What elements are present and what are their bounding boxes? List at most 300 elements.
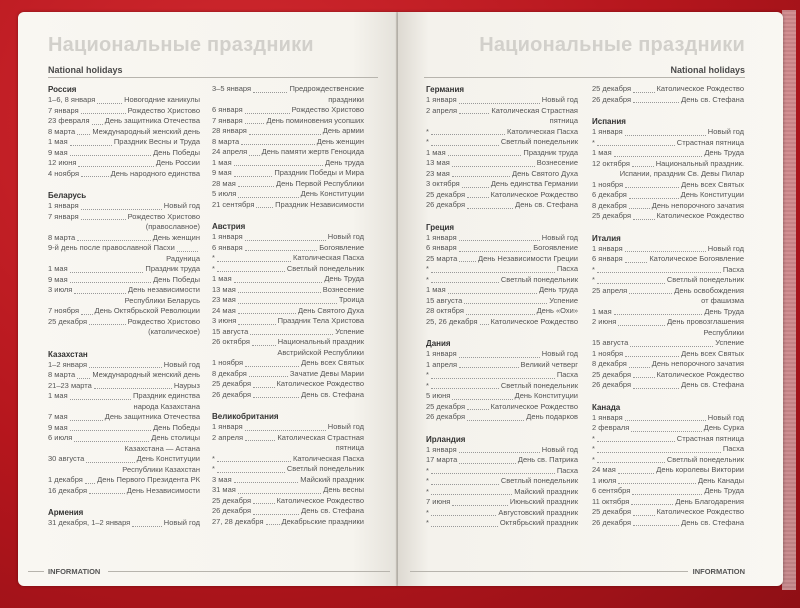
section-spacer	[426, 327, 578, 338]
holiday-name: Новый год	[327, 232, 364, 241]
holiday-entry	[592, 370, 744, 381]
holiday-entry	[426, 275, 578, 286]
section-spacer	[212, 400, 364, 411]
holiday-entry	[426, 148, 578, 159]
dot-leader	[431, 145, 499, 146]
holiday-name: День России	[155, 158, 200, 167]
holiday-name: Новый год	[707, 127, 744, 136]
holiday-entry	[48, 212, 200, 223]
holiday-name-continuation: Республики Казахстан	[122, 464, 200, 474]
holiday-date: 3 июня	[212, 316, 237, 325]
holiday-name: Национальный праздник.	[655, 158, 744, 168]
holiday-entry	[48, 518, 200, 529]
holiday-name: Католическое Рождество	[276, 495, 364, 505]
holiday-date: 21 сентября	[212, 199, 255, 209]
dot-leader	[86, 462, 134, 463]
dot-leader	[81, 219, 126, 220]
dot-leader	[597, 272, 721, 273]
section-spacer	[48, 496, 200, 507]
holiday-entry	[592, 349, 744, 360]
holiday-date: *	[592, 454, 595, 464]
holiday-date: 1 мая	[212, 274, 232, 283]
holiday-date: *	[592, 433, 595, 443]
holiday-entry	[592, 244, 744, 255]
holiday-entry	[592, 265, 744, 276]
dot-leader	[625, 251, 706, 252]
dot-leader	[629, 293, 672, 294]
holiday-date: 6 января	[426, 243, 457, 252]
holiday-entry	[426, 169, 578, 180]
holiday-entry	[426, 127, 578, 138]
holiday-entry	[212, 358, 364, 369]
holiday-entry	[48, 423, 200, 434]
holiday-entry	[426, 476, 578, 487]
holiday-name: Католическое Рождество	[656, 369, 744, 379]
holiday-name: День провозглашения	[667, 317, 744, 326]
dot-leader	[81, 113, 126, 114]
holiday-entry	[48, 454, 200, 465]
holiday-date: *	[426, 137, 429, 146]
holiday-date: 6 января	[592, 254, 623, 263]
holiday-date: 3 мая	[212, 474, 232, 484]
holiday-name: День труда	[325, 157, 364, 167]
holiday-date: 1 января	[426, 444, 457, 454]
holiday-name: Троица	[338, 295, 364, 304]
holiday-name: День защитника Отечества	[104, 116, 200, 125]
dot-leader	[625, 135, 706, 136]
holiday-date: 25 декабря	[426, 189, 466, 199]
dot-leader	[70, 155, 151, 156]
holiday-entry	[592, 444, 744, 455]
holiday-date: 26 декабря	[592, 94, 632, 104]
holiday-name: Католическая Страстная	[277, 432, 364, 442]
holiday-name: День Конституции	[300, 189, 364, 198]
holiday-date: 9 мая	[48, 147, 68, 157]
holiday-date: 1 июля	[592, 475, 617, 485]
dot-leader	[81, 209, 162, 210]
footer-rule	[410, 571, 688, 572]
dot-leader	[78, 166, 153, 167]
country-heading: Беларусь	[48, 191, 87, 200]
holiday-entry	[48, 412, 200, 423]
holiday-name: Новый год	[541, 95, 578, 104]
holiday-name: Светлый понедельник	[500, 476, 578, 485]
dot-leader	[630, 346, 713, 347]
dot-leader	[459, 452, 540, 453]
holiday-name: Светлый понедельник	[500, 137, 578, 146]
holiday-entry	[592, 476, 744, 487]
dot-leader	[70, 430, 151, 431]
holiday-date: 7 мая	[48, 412, 68, 421]
dot-leader	[234, 176, 273, 177]
holiday-name: День независимости	[128, 285, 200, 294]
holiday-name: День Конституции	[514, 391, 578, 400]
holiday-date: 1 мая	[48, 391, 68, 400]
dot-leader	[245, 366, 299, 367]
holiday-entry	[48, 158, 200, 169]
dot-leader	[431, 282, 499, 283]
dot-leader	[74, 293, 126, 294]
dot-leader	[431, 494, 512, 495]
holiday-date: 1 ноября	[592, 348, 624, 358]
dot-leader	[459, 367, 518, 368]
holiday-name-continuation: Республики Беларусь	[124, 295, 200, 305]
holiday-date: *	[426, 380, 429, 390]
holiday-date: *	[212, 253, 215, 262]
holiday-date: *	[426, 264, 429, 273]
holiday-entry	[48, 243, 200, 254]
holiday-date: 1 мая	[212, 157, 232, 167]
holiday-name: Светлый понедельник	[286, 464, 364, 473]
holiday-entry	[212, 369, 364, 380]
holiday-entry	[48, 475, 200, 486]
holiday-name: Наурыз	[173, 380, 200, 390]
dot-leader	[462, 187, 489, 188]
holiday-entry	[212, 496, 364, 507]
holiday-name: Новый год	[707, 412, 744, 422]
dot-leader	[459, 357, 540, 358]
dot-leader	[464, 303, 547, 304]
dot-leader	[631, 504, 673, 505]
holiday-entry	[426, 497, 578, 508]
holiday-date: 13 мая	[426, 158, 450, 167]
holiday-column-4	[592, 84, 744, 528]
dot-leader	[633, 102, 679, 103]
holiday-date: 1 января	[212, 422, 243, 431]
country-heading: Ирландия	[426, 434, 466, 444]
dot-leader	[467, 409, 488, 410]
dot-leader	[70, 145, 112, 146]
dot-leader	[448, 293, 537, 294]
holiday-entry	[48, 169, 200, 180]
holiday-entry	[48, 106, 200, 117]
holiday-entry	[212, 422, 364, 433]
holiday-entry	[48, 275, 200, 286]
holiday-name: Католическое Рождество	[490, 189, 578, 199]
holiday-name: День Октябрьской Революции	[94, 306, 200, 315]
holiday-entry	[592, 148, 744, 159]
holiday-date: 23 мая	[426, 168, 450, 178]
holiday-name-continuation: народа Казахстана	[133, 401, 200, 411]
dot-leader	[467, 197, 488, 198]
holiday-date: 16 декабря	[48, 485, 88, 495]
holiday-entry	[212, 274, 364, 285]
holiday-date: 24 мая	[592, 465, 616, 474]
section-spacer	[592, 391, 744, 402]
holiday-name: Светлый понедельник	[500, 274, 578, 284]
holiday-date: *	[426, 465, 429, 475]
holiday-name: Рождество Христово	[127, 211, 200, 221]
holiday-date: 7 ноября	[48, 306, 80, 315]
holiday-entry	[48, 486, 200, 497]
dot-leader	[431, 515, 496, 516]
country-heading: Казахстан	[48, 349, 88, 359]
holiday-name: День Святого Духа	[298, 305, 364, 315]
dot-leader	[480, 324, 489, 325]
country-heading: Австрия	[212, 222, 246, 231]
holiday-entry	[592, 286, 744, 297]
holiday-date: *	[592, 444, 595, 453]
dot-leader	[632, 166, 654, 167]
holiday-date: 1 мая	[48, 137, 68, 146]
dot-leader	[452, 505, 508, 506]
holiday-date: 6 июля	[48, 433, 73, 442]
dot-leader	[632, 494, 702, 495]
holiday-entry	[592, 127, 744, 138]
holiday-date: 1–2 января	[48, 359, 88, 369]
holiday-name: День св. Патрика	[517, 455, 578, 464]
holiday-entry	[426, 487, 578, 498]
holiday-entry	[592, 423, 744, 434]
dot-leader	[245, 113, 290, 114]
dot-leader	[618, 483, 696, 484]
dot-leader	[252, 345, 276, 346]
holiday-name: Рождество Христово	[127, 316, 200, 326]
holiday-name: Светлый понедельник	[500, 380, 578, 390]
dot-leader	[614, 314, 703, 315]
dot-leader	[97, 103, 122, 104]
holiday-date: 31 декабря, 1–2 января	[48, 518, 131, 527]
holiday-entry	[592, 307, 744, 318]
holiday-name-continuation: Австрийской Республики	[277, 347, 364, 357]
holiday-entry	[212, 517, 364, 528]
holiday-name: Страстная пятница	[676, 433, 744, 443]
holiday-date: 1 мая	[592, 148, 612, 157]
holiday-entry	[212, 179, 364, 190]
holiday-name: Католическое Рождество	[656, 507, 744, 516]
dot-leader	[253, 387, 274, 388]
country-heading: Германия	[426, 85, 465, 94]
dot-leader	[625, 187, 679, 188]
holiday-entry	[592, 465, 744, 476]
dot-leader	[245, 440, 275, 441]
holiday-entry	[212, 295, 364, 306]
holiday-entry	[592, 317, 744, 328]
section-spacer	[48, 179, 200, 190]
holiday-date: 3 июля	[48, 285, 73, 294]
holiday-name: Рождество Христово	[291, 105, 364, 114]
section-spacer	[426, 211, 578, 222]
dot-leader	[253, 503, 274, 504]
holiday-entry	[48, 264, 200, 275]
dot-leader	[245, 240, 326, 241]
holiday-entry	[212, 232, 364, 243]
holiday-name-continuation: (католическое)	[148, 327, 200, 336]
dot-leader	[238, 303, 337, 304]
holiday-name: Майский праздник	[300, 474, 364, 484]
holiday-date: 2 апреля	[426, 105, 458, 115]
holiday-date: 25 декабря	[592, 369, 632, 379]
holiday-date: 1–6, 8 января	[48, 95, 96, 104]
holiday-entry	[426, 455, 578, 466]
page-edges	[782, 10, 796, 590]
holiday-date: 7 июня	[426, 497, 451, 506]
holiday-date: *	[212, 453, 215, 463]
holiday-name: День Труда	[704, 306, 744, 316]
dot-leader	[132, 526, 162, 527]
holiday-date: 25 декабря	[212, 495, 252, 505]
dot-leader	[245, 250, 318, 251]
holiday-date: 8 марта	[48, 370, 76, 379]
holiday-name: Светлый понедельник	[666, 275, 744, 284]
section-spacer	[592, 105, 744, 116]
section-spacer	[592, 222, 744, 233]
holiday-date: 8 марта	[48, 126, 76, 136]
holiday-entry	[212, 337, 364, 348]
dot-leader	[70, 420, 103, 421]
holiday-name: День Победы	[153, 274, 200, 284]
holiday-name: День труда	[539, 285, 578, 294]
dot-leader	[631, 431, 701, 432]
holiday-date: 25 декабря	[592, 211, 632, 220]
dot-leader	[94, 388, 172, 389]
dot-leader	[466, 314, 535, 315]
holiday-date: *	[426, 486, 429, 496]
holiday-date: 26 октября	[212, 337, 250, 346]
dot-leader	[597, 283, 665, 284]
holiday-entry	[212, 464, 364, 475]
holiday-date: 28 января	[212, 126, 247, 135]
holiday-entry	[426, 285, 578, 296]
holiday-entry	[592, 275, 744, 286]
holiday-name: День памяти жертв Геноцида	[261, 147, 364, 156]
holiday-date: *	[592, 137, 595, 147]
holiday-entry	[592, 201, 744, 212]
holiday-date: 26 декабря	[426, 412, 466, 421]
holiday-name: Новогодние каникулы	[124, 95, 200, 104]
holiday-entry	[212, 243, 364, 254]
dot-leader	[253, 92, 287, 93]
dot-leader	[459, 103, 540, 104]
dot-leader	[431, 272, 555, 273]
dot-leader	[70, 282, 151, 283]
holiday-entry	[426, 254, 578, 265]
holiday-name: Католическое Рождество	[656, 84, 744, 93]
dot-leader	[81, 314, 92, 315]
holiday-entry	[212, 84, 364, 95]
dot-leader	[85, 483, 95, 484]
holiday-name: Декабрьские праздники	[281, 516, 364, 526]
holiday-entry	[426, 190, 578, 201]
dot-leader	[81, 176, 109, 177]
holiday-name: День «Охи»	[536, 306, 578, 315]
page-footer: INFORMATION	[48, 567, 101, 576]
holiday-name: День весны	[323, 485, 364, 494]
holiday-name: Праздник Тела Христова	[277, 316, 364, 325]
holiday-date: 25 декабря	[48, 316, 88, 326]
holiday-name: Августовский праздник	[498, 507, 578, 517]
dot-leader	[618, 473, 654, 474]
holiday-date: 17 марта	[426, 455, 458, 464]
holiday-entry	[212, 485, 364, 496]
holiday-name: Новый год	[163, 518, 200, 527]
holiday-date: 3 октября	[426, 179, 460, 188]
holiday-date: 1 января	[426, 95, 457, 104]
holiday-name: День женщин	[152, 232, 200, 242]
holiday-name: День единства Германии	[490, 179, 578, 188]
section-spacer	[212, 210, 364, 221]
dot-leader	[459, 113, 489, 114]
dot-leader	[625, 420, 706, 421]
holiday-entry	[592, 434, 744, 445]
holiday-date: 1 января	[592, 412, 623, 422]
holiday-name: День св. Стефана	[681, 517, 744, 527]
dot-leader	[238, 493, 321, 494]
holiday-name: День подарков	[526, 412, 578, 421]
page-title: Национальные праздники	[48, 34, 314, 56]
holiday-date: 24 мая	[212, 305, 236, 315]
section-spacer	[426, 423, 578, 434]
holiday-name: День Канады	[697, 475, 744, 485]
dot-leader	[74, 441, 149, 442]
dot-leader	[618, 325, 665, 326]
holiday-date: 15 августа	[426, 295, 463, 305]
holiday-date: 23 февраля	[48, 116, 90, 125]
holiday-entry	[426, 445, 578, 456]
holiday-entry	[426, 106, 578, 117]
holiday-date: *	[426, 476, 429, 485]
holiday-column-2	[212, 84, 364, 527]
holiday-name: Католическая Пасха	[506, 126, 578, 136]
holiday-date: 1 мая	[426, 285, 446, 294]
holiday-entry	[592, 95, 744, 106]
holiday-date: *	[212, 464, 215, 473]
holiday-entry	[48, 148, 200, 159]
holiday-entry	[212, 379, 364, 390]
holiday-entry	[592, 497, 744, 508]
dot-leader	[217, 261, 291, 262]
dot-leader	[614, 156, 703, 157]
holiday-date: 1 мая	[426, 147, 446, 157]
holiday-entry	[48, 381, 200, 392]
dot-leader	[448, 155, 522, 156]
holiday-entry	[426, 264, 578, 275]
holiday-entry	[212, 475, 364, 486]
holiday-entry	[426, 243, 578, 254]
holiday-name: День св. Стефана	[681, 94, 744, 104]
holiday-name: Международный женский день	[92, 370, 200, 379]
holiday-entry	[212, 327, 364, 338]
country-heading: Дания	[426, 339, 451, 348]
holiday-date: 8 марта	[212, 136, 240, 146]
dot-leader	[633, 388, 679, 389]
page-subtitle: National holidays	[670, 65, 745, 75]
holiday-name: День Святого Духа	[512, 168, 578, 178]
holiday-entry	[212, 105, 364, 116]
holiday-date: 9 мая	[48, 274, 68, 284]
holiday-entry	[592, 84, 744, 95]
holiday-name: День Труда	[704, 486, 744, 495]
dot-leader	[633, 92, 654, 93]
holiday-entry	[426, 370, 578, 381]
dot-leader	[256, 207, 273, 208]
holiday-name-continuation: пятница	[549, 116, 578, 125]
holiday-name: День св. Стефана	[301, 389, 364, 399]
holiday-date: 8 декабря	[212, 368, 247, 378]
holiday-name: День непорочного зачатия	[651, 359, 744, 368]
holiday-name: День Независимости Греции	[478, 253, 578, 263]
dot-leader	[459, 463, 516, 464]
holiday-entry	[426, 200, 578, 211]
holiday-name: Новый год	[163, 201, 200, 210]
holiday-name: День народного единства	[110, 168, 200, 178]
holiday-entry	[426, 391, 578, 402]
holiday-entry	[212, 390, 364, 401]
holiday-entry	[592, 486, 744, 497]
holiday-date: 25 декабря	[592, 507, 632, 516]
holiday-name: Новый год	[707, 243, 744, 253]
holiday-date: 1 января	[48, 201, 79, 210]
